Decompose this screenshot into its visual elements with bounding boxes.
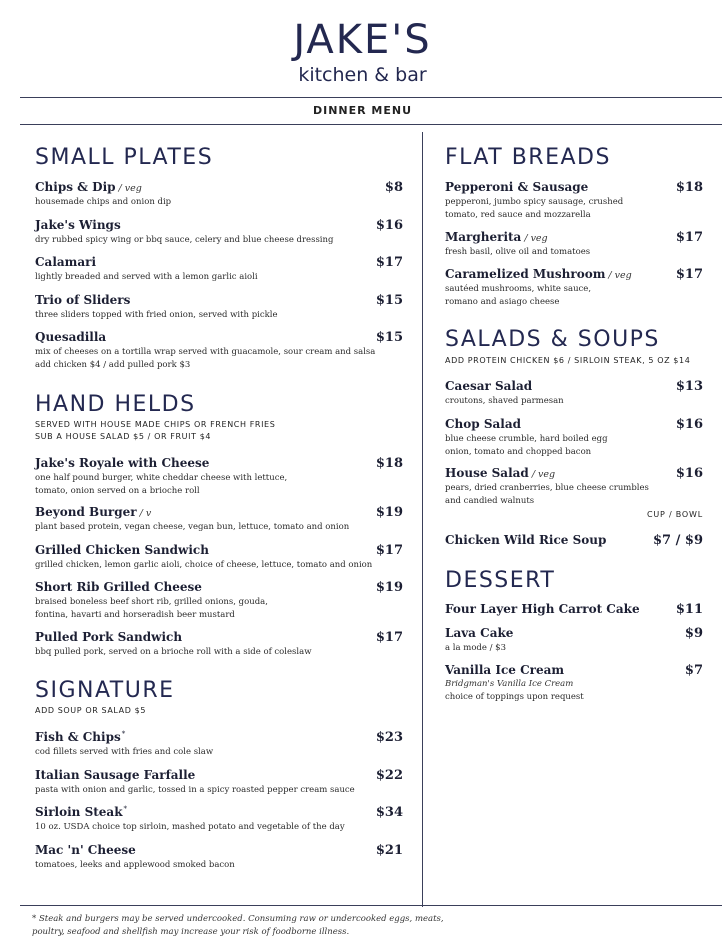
item-subtitle: Bridgman's Vanilla Ice Cream xyxy=(445,679,574,689)
item-description: tomato, red sauce and mozzarella xyxy=(445,210,591,220)
item-name: Lava Cake xyxy=(445,626,514,640)
item-price: $17 xyxy=(375,255,403,270)
item-name: Caramelized Mushroom / veg xyxy=(445,267,632,281)
footnote-line: poultry, seafood and shellfish may increase your risk of foodborne illness. xyxy=(32,927,350,937)
item-description: fresh basil, olive oil and tomatoes xyxy=(445,247,591,257)
item-description: onion, tomato and chopped bacon xyxy=(445,447,592,457)
item-description: a la mode / $3 xyxy=(445,643,506,653)
item-name: Italian Sausage Farfalle xyxy=(35,768,196,782)
item-name: Calamari xyxy=(35,255,97,269)
item-name: Chicken Wild Rice Soup xyxy=(445,533,607,547)
item-description: mix of cheeses on a tortilla wrap served with guacamole, sour cream and salsa xyxy=(35,347,376,357)
item-description: lightly breaded and served with a lemon garlic aioli xyxy=(35,272,258,282)
item-price: $16 xyxy=(375,218,403,233)
item-price: $13 xyxy=(675,379,703,394)
menu-item xyxy=(35,843,403,871)
menu-item xyxy=(445,267,703,308)
item-description: and candied walnuts xyxy=(445,496,535,506)
item-price: $17 xyxy=(375,630,403,645)
item-description: croutons, shaved parmesan xyxy=(445,396,564,406)
asterisk-mark: * xyxy=(121,730,126,738)
menu-item xyxy=(35,630,403,658)
menu-item xyxy=(35,218,403,246)
menu-item xyxy=(445,466,703,507)
section-title-small-plates: SMALL PLATES xyxy=(35,145,214,170)
brand-tagline: kitchen & bar xyxy=(298,64,427,86)
item-tag: / veg xyxy=(531,469,556,480)
item-tag: / veg xyxy=(118,183,142,194)
item-description: bbq pulled pork, served on a brioche roll with a side of coleslaw xyxy=(35,647,312,657)
item-name: Sirloin Steak* xyxy=(35,805,128,819)
menu-item xyxy=(35,768,403,796)
menu-item xyxy=(35,330,403,371)
menu-item xyxy=(445,533,703,548)
menu-item xyxy=(445,379,703,407)
item-price: $21 xyxy=(375,843,403,858)
menu-item xyxy=(35,580,403,621)
item-name: Chips & Dip / veg xyxy=(35,180,142,194)
item-description: choice of toppings upon request xyxy=(445,692,584,702)
item-price: $19 xyxy=(375,505,403,520)
item-description: romano and asiago cheese xyxy=(445,297,560,307)
section-title-hand-helds: HAND HELDS xyxy=(35,392,196,417)
bottom-rule xyxy=(20,905,722,906)
item-name: Fish & Chips* xyxy=(35,730,126,744)
item-description: one half pound burger, white cheddar cheese with lettuce, xyxy=(35,473,288,483)
item-price: $16 xyxy=(675,417,703,432)
menu-item xyxy=(35,805,403,833)
section-title-signature: SIGNATURE xyxy=(35,678,175,703)
section-note: ADD SOUP OR SALAD $5 xyxy=(35,706,147,715)
menu-item xyxy=(35,730,403,758)
item-price: $22 xyxy=(375,768,403,783)
allergy-footnote xyxy=(32,913,452,939)
item-price: $23 xyxy=(375,730,403,745)
item-name: House Salad / veg xyxy=(445,466,556,480)
item-name: Beyond Burger / v xyxy=(35,505,152,519)
item-name: Short Rib Grilled Cheese xyxy=(35,580,202,594)
title-rule xyxy=(20,124,722,125)
section-title-salads-soups: SALADS & SOUPS xyxy=(445,327,660,352)
item-description: tomatoes, leeks and applewood smoked bacon xyxy=(35,860,235,870)
footnote-line: * Steak and burgers may be served undercooked. Consuming raw or undercooked eggs, meats, xyxy=(32,914,444,924)
item-price: $17 xyxy=(675,267,703,282)
column-divider xyxy=(422,132,423,907)
item-price: $17 xyxy=(375,543,403,558)
item-price: $7 xyxy=(684,663,703,678)
item-description-addon: add chicken $4 / add pulled pork $3 xyxy=(35,360,191,370)
item-price: $34 xyxy=(375,805,403,820)
section-note: ADD PROTEIN CHICKEN $6 / SIRLOIN STEAK, 5 OZ $14 xyxy=(445,356,691,365)
item-name: Mac 'n' Cheese xyxy=(35,843,136,857)
item-price: $9 xyxy=(684,626,703,641)
item-name: Vanilla Ice Cream xyxy=(445,663,565,677)
item-description: grilled chicken, lemon garlic aioli, choice of cheese, lettuce, tomato and onion xyxy=(35,560,373,570)
item-description: sautéed mushrooms, white sauce, xyxy=(445,284,592,294)
menu-item xyxy=(35,255,403,283)
item-description: pasta with onion and garlic, tossed in a spicy roasted pepper cream sauce xyxy=(35,785,355,795)
item-name: Jake's Wings xyxy=(35,218,121,232)
item-name: Margherita / veg xyxy=(445,230,548,244)
item-description: dry rubbed spicy wing or bbq sauce, celery and blue cheese dressing xyxy=(35,235,334,245)
item-name: Four Layer High Carrot Cake xyxy=(445,602,640,616)
item-name: Jake's Royale with Cheese xyxy=(35,456,210,470)
menu-title: DINNER MENU xyxy=(312,104,413,117)
item-name: Caesar Salad xyxy=(445,379,533,393)
item-price: $17 xyxy=(675,230,703,245)
item-name: Trio of Sliders xyxy=(35,293,131,307)
item-description: 10 oz. USDA choice top sirloin, mashed potato and vegetable of the day xyxy=(35,822,345,832)
item-description: braised boneless beef short rib, grilled onions, gouda, xyxy=(35,597,268,607)
item-price: $7 / $9 xyxy=(653,533,703,548)
item-tag: / veg xyxy=(608,270,632,281)
menu-item xyxy=(445,230,703,258)
item-description: cod fillets served with fries and cole slaw xyxy=(35,747,214,757)
menu-item xyxy=(445,663,703,703)
item-description: three sliders topped with fried onion, served with pickle xyxy=(35,310,278,320)
item-description: tomato, onion served on a brioche roll xyxy=(35,486,200,496)
cup-bowl-label: CUP / BOWL xyxy=(646,510,703,519)
asterisk-mark: * xyxy=(123,805,128,813)
section-title-dessert: DESSERT xyxy=(445,568,556,593)
menu-item xyxy=(445,417,703,458)
item-name: Pepperoni & Sausage xyxy=(445,180,589,194)
menu-item xyxy=(35,456,403,497)
item-price: $18 xyxy=(675,180,703,195)
item-description: pepperoni, jumbo spicy sausage, crushed xyxy=(445,197,624,207)
item-description: fontina, havarti and horseradish beer mustard xyxy=(35,610,235,620)
item-price: $11 xyxy=(675,602,703,617)
item-price: $18 xyxy=(375,456,403,471)
item-price: $15 xyxy=(375,293,403,308)
section-note: SUB A HOUSE SALAD $5 / OR FRUIT $4 xyxy=(35,432,212,441)
brand-logo: JAKE'S xyxy=(293,17,432,63)
menu-item xyxy=(445,626,703,654)
item-price: $8 xyxy=(384,180,403,195)
item-description: plant based protein, vegan cheese, vegan bun, lettuce, tomato and onion xyxy=(35,522,350,532)
menu-item xyxy=(445,602,703,617)
menu-item xyxy=(35,505,403,533)
item-description: pears, dried cranberries, blue cheese crumbles xyxy=(445,483,649,493)
section-title-flat-breads: FLAT BREADS xyxy=(445,145,611,170)
section-note: SERVED WITH HOUSE MADE CHIPS OR FRENCH FRIES xyxy=(35,420,276,429)
menu-item xyxy=(35,293,403,321)
item-description: blue cheese crumble, hard boiled egg xyxy=(445,434,608,444)
item-name: Pulled Pork Sandwich xyxy=(35,630,183,644)
item-tag: / veg xyxy=(524,233,548,244)
top-rule xyxy=(20,97,722,98)
item-price: $19 xyxy=(375,580,403,595)
item-name: Quesadilla xyxy=(35,330,107,344)
menu-item xyxy=(35,543,403,571)
item-price: $16 xyxy=(675,466,703,481)
item-description: housemade chips and onion dip xyxy=(35,197,172,207)
menu-item xyxy=(35,180,403,208)
item-name: Chop Salad xyxy=(445,417,522,431)
item-price: $15 xyxy=(375,330,403,345)
item-tag: / v xyxy=(139,508,152,519)
item-name: Grilled Chicken Sandwich xyxy=(35,543,209,557)
menu-item xyxy=(445,180,703,221)
